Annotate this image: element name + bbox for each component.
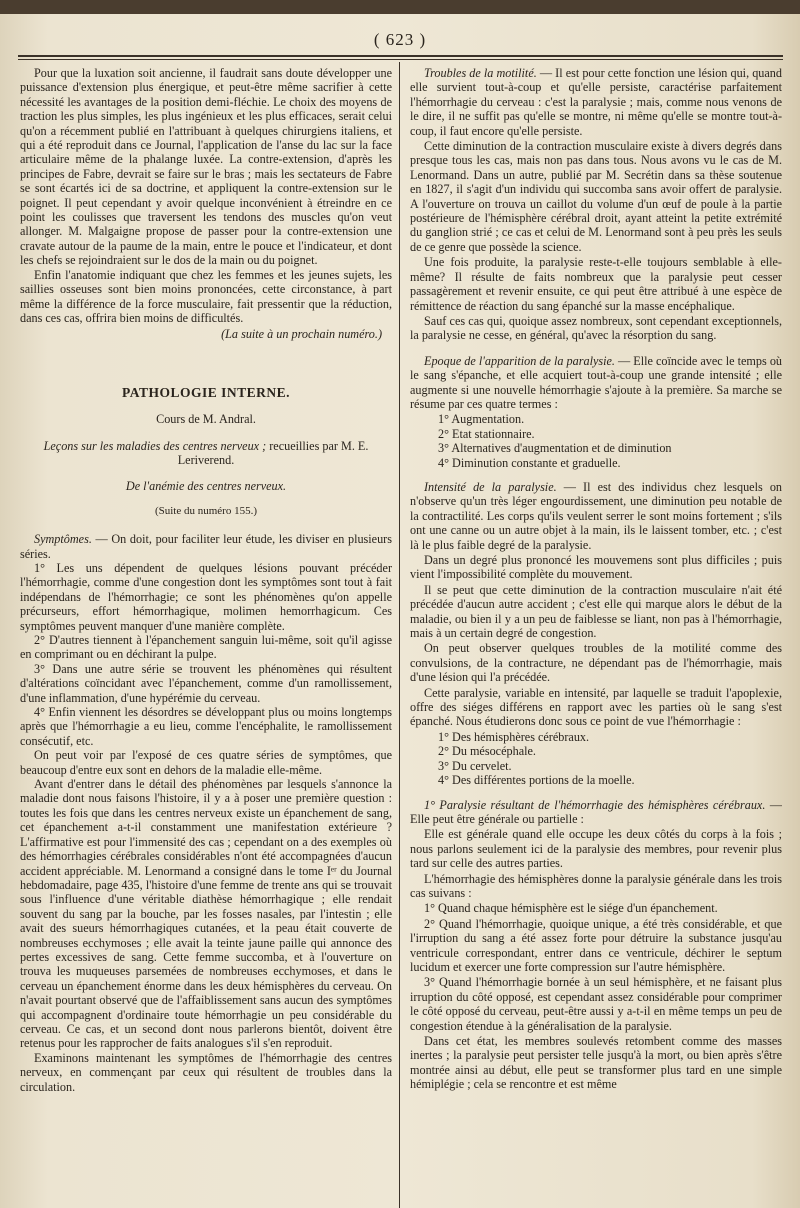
epoque-label: Epoque de l'apparition de la paralysie.: [424, 353, 615, 368]
course-title: Cours de M. Andral.: [156, 412, 256, 427]
lecture-title-b: recueillies par M. E. Leriverend.: [177, 438, 369, 467]
paragraph-text: — Il est pour cette fonction une lésion qui, quand elle survient tout-à-coup et qu'elle persiste, caractérise parfaitement l'hémorrhagie du cerveau : c'est la paralysie ; mais, comme nous venons de le dire, il ne suffit pas qu'elle se montre, ni même qu'elle se montre tout-à-coup, il faut encore qu'elle persiste.: [410, 66, 782, 138]
column-divider: [399, 62, 400, 1208]
paragraph: Dans un degré plus prononcé les mouvemens sont plus difficiles ; puis vient l'impossibilité complète du mouvement.: [410, 553, 782, 582]
paragraph: 4° Enfin viennent les désordres se développant plus ou moins longtemps après que l'hémorrhagie a eu lieu, comme l'encéphalite, le ramollissement consécutif, etc.: [20, 705, 392, 748]
paragraph: Sauf ces cas qui, quoique assez nombreux, sont cependant exceptionnels, la paralysie ne cesse, en général, qu'avec la résorption du sang.: [410, 313, 782, 343]
hemisphere-label: 1° Paralysie résultant de l'hémorrhagie des hémisphères cérébraux.: [424, 797, 766, 812]
lecture-title: [20, 439, 392, 468]
paragraph: Dans cet état, les membres soulevés retombent comme des masses inertes ; la paralysie peut persister telle jusqu'à la mort, ou bien après s'être montrée ainsi au début, elle peut se transformer plus tard en une simple hémiplégie ; cela se rencontre et est même: [410, 1034, 782, 1092]
left-column: [20, 66, 392, 1206]
paragraph: 1° Quand chaque hémisphère est le siége d'un épanchement.: [424, 901, 718, 916]
paragraph: Enfin l'anatomie indiquant que chez les femmes et les jeunes sujets, les saillies osseuses sont bien moins prononcées, cette circonstance, à part même la différence de la force musculaire, fait pressentir que la réduction, dans ces cas, offrira bien moins de difficultés.: [20, 267, 392, 325]
paragraph: 2° D'autres tiennent à l'épanchement sanguin lui-même, soit qu'il agisse en comprimant ou en déchirant la pulpe.: [20, 633, 392, 662]
paragraph-text: — Elle peut être générale ou partielle :: [410, 797, 782, 826]
header-rule: [18, 55, 783, 60]
paragraph: 3° Dans une autre série se trouvent les phénomènes qui résultent d'altérations coïncidant avec l'épanchement, comme d'un ramollissement, d'une inflammation, d'une hypérémie du cerveau.: [20, 661, 392, 705]
list-item: 2° Du mésocéphale.: [438, 744, 536, 759]
paragraph: 3° Quand l'hémorrhagie bornée à un seul hémisphère, et ne faisant plus irruption du côté opposé, est cependant assez considérable pour comprimer le côté opposé du cerveau, peut-être aussi y a-t-il en même temps un peu de congestion étendue à la généralisation de la paralysie.: [410, 975, 782, 1033]
paragraph: 2° Quand l'hémorrhagie, quoique unique, a été très considérable, et que l'irruption du sang a été assez forte pour détruire la substance jusqu'au ventricule correspondant, entrer dans ce ventricule, déchirer le septum lucidum et exercer une forte compression sur l'autre hémisphère.: [410, 916, 782, 974]
paragraph: Il se peut que cette diminution de la contraction musculaire n'ait été précédée d'aucun autre accident ; c'est elle qui marque alors le début de la maladie, ou bien il y a un peu de faiblesse se liant, non pas à l'hémorrhagie, mais à un certain degré de congestion.: [410, 582, 782, 641]
paragraph: Cette paralysie, variable en intensité, par laquelle se traduit l'apoplexie, offre des siéges différens en rapport avec les parties où le sang s'est épanché. Nous étudierons donc sous ce point de vue l'hémorrhagie :: [410, 685, 782, 729]
paragraph: [410, 798, 782, 827]
paragraph: Elle est générale quand elle occupe les deux côtés du corps à la fois ; nous parlons seulement ici de la paralysie des membres, pour revenir plus tard sur celle des autres parties.: [410, 827, 782, 871]
chapter-title: De l'anémie des centres nerveux.: [125, 479, 287, 494]
list-item: 1° Augmentation.: [438, 412, 525, 427]
list-item: 1° Des hémisphères cérébraux.: [438, 729, 590, 744]
paragraph: 1° Les uns dépendent de quelques lésions pouvant précéder l'hémorrhagie, comme d'une congestion dont les symptômes sont tout à fait indépendans de l'hémorrhagie; ce sont les phénomènes qu'on appelle précurseurs, effort hémorrhagique, molimen hemorrhagicum. Ces symptômes peuvent manquer d'une manière complète.: [20, 560, 392, 633]
lecture-title-a: Leçons sur les maladies des centres nerveux ;: [43, 438, 267, 453]
paragraph: [410, 354, 782, 412]
motilite-label: Troubles de la motilité.: [424, 66, 537, 80]
paragraph: [20, 532, 392, 561]
list-item: 2° Etat stationnaire.: [438, 426, 535, 441]
paragraph: [410, 66, 782, 138]
paragraph: Examinons maintenant les symptômes de l'hémorrhagie des centres nerveux, en commençant par ceux qui résultent de troubles dans la circulation.: [20, 1050, 392, 1094]
list-item: 4° Des différentes portions de la moelle.: [438, 773, 635, 788]
paragraph: Pour que la luxation soit ancienne, il faudrait sans doute développer une puissance d'extension plus énergique, et peut-être même sacrifier à cette nécessité les avantages de la position demi-fléchie. Le choix des moyens de traction les plus simples, les plus ingénieux et les plus efficaces, serait celui qu'on a récemment publié en l'attribuant à quelques chirurgiens italiens, et qui a été reproduit dans ce Journal, l'application de l'anse du lac sur la face articulaire même de la phalange luxée. La contre-extension, d'après les principes de Fabre, devrait se faire sur le bras ; mais les sectateurs de Fabre se sont écartés ici de sa doctrine, et appliquent la contre-extension sur le poignet. Il peut cependant y avoir quelque inconvénient à étreindre en ce point les coulisses que traversent les tendons des muscles qu'on veut allonger. M. Malgaigne propose de passer pour la contre-extension une cravate autour de la paume de la main, entre le pouce et l'indicateur, et dont les chefs se rejoindraient sur le dos de la main ou du poignet.: [20, 66, 392, 268]
list-item: 4° Diminution constante et graduelle.: [438, 455, 621, 470]
parts-list: [438, 730, 782, 788]
paragraph: Cette diminution de la contraction musculaire existe à divers degrés dans presque tous les cas, mais non pas dans tous. Nous avons vu le cas de M. Lenormand. Dans un autre, publié par M. Secrétin dans sa thèse soutenue en 1827, il s'agit d'un individu qui succomba sans avoir offert de paralysie. A l'ouverture on trouva un caillot du volume d'un œuf de poule à la partie postérieure de l'hémisphère cérébral droit, ayant atteint la petite extrémité du ganglion strié ; ce cas et celui de M. Lenormand sont à peu près les seuls de ce genre que possède la science.: [410, 139, 782, 254]
paragraph: On peut voir par l'exposé de ces quatre séries de symptômes, que beaucoup d'entre eux sont en dehors de la maladie elle-même.: [20, 748, 392, 777]
page-top-edge: [0, 0, 800, 14]
paragraph-text: — Elle coïncide avec le temps où le sang s'épanche, et elle acquiert tout-à-coup une grande intensité ; elle augmente si une nouvelle hémorrhagie s'ajoute à la première. Sa marche se résume par ces quatre termes :: [410, 353, 782, 411]
symptomes-label: Symptômes.: [34, 532, 92, 547]
paragraph: On peut observer quelques troubles de la motilité comme des convulsions, de la contracture, ne dépendant pas de l'hémorrhagie, mais d'une lésion qui l'a précédée.: [410, 641, 782, 685]
continuation-label: (Suite du numéro 155.): [154, 504, 258, 517]
list-item: 3° Du cervelet.: [438, 758, 512, 773]
terms-list: [438, 412, 782, 470]
continuation-note: (La suite à un prochain numéro.): [221, 327, 382, 342]
paragraph: Une fois produite, la paralysie reste-t-elle toujours semblable à elle-même? Il résulte de faits nombreux que la paralysie peut cesser passagèrement et revenir ensuite, ce qui peut être attribué à une espèce de rémittence de réaction du sang épanché sur la masse encéphalique.: [410, 255, 782, 313]
paragraph-text: — Il est des individus chez lesquels on n'observe qu'un très léger engourdissement, une diminution peu notable de la contractilité. Les corps qu'ils veulent serrer le sont moins fortement ; s'ils ont une canne ou un autre objet à la main, ils le laissent tomber, etc. ; c'est là le plus faible degré de la paralysie.: [410, 479, 782, 552]
paragraph: [410, 480, 782, 552]
paragraph-text: — On doit, pour faciliter leur étude, les diviser en plusieurs séries.: [20, 532, 392, 561]
page-number: ( 623 ): [373, 30, 427, 49]
intensite-label: Intensité de la paralysie.: [424, 479, 557, 494]
paragraph: L'hémorrhagie des hémisphères donne la paralysie générale dans les trois cas suivans :: [410, 871, 782, 900]
section-title: PATHOLOGIE INTERNE.: [121, 384, 291, 400]
paragraph: Avant d'entrer dans le détail des phénomènes par lesquels s'annonce la maladie dont nous faisons l'histoire, il y a à poser une première question : toutes les fois que dans les centres nerveux existe un épanchement de sang, cet épanchement a-t-il constamment une manifestation extérieure ? L'affirmative est pour l'immensité des cas ; cependant on a des exemples où des hémorrhagies cérébrales considérables n'ont été accompagnées d'aucun accident appréciable. M. Lenormand a consigné dans le tome Iᵉʳ du Journal hebdomadaire, page 435, l'histoire d'une femme de trente ans qui se trouvait sous l'influence d'une véritable diathèse hémorrhagique ; elle rendait souvent du sang par la bouche, par les fosses nasales, par l'intestin ; elle avait des sueurs hémorrhagiques cutanées, et la peau était couverte de nombreuses ecchymoses ; elle avait la teinte jaune paille qui annonce des pertes excessives de sang. Cette femme succomba, et à l'ouverture on trouva les muqueuses parsemées de nombreuses ecchymoses, et dans le cerveau un épanchement énorme dans les deux hémisphères du cerveau. On n'avait pourtant observé que de l'affaiblissement sans aucun des symptômes qui accompagnent d'ordinaire toute hémorrhagie un peu considérable du cerveau. Ce cas, et un second dont nous parlerons bientôt, doivent être retenus pour les rapprocher de faits analogues s'il s'en reproduit.: [20, 777, 392, 1051]
right-column: [410, 66, 782, 1206]
list-item: 3° Alternatives d'augmentation et de diminution: [438, 441, 672, 456]
